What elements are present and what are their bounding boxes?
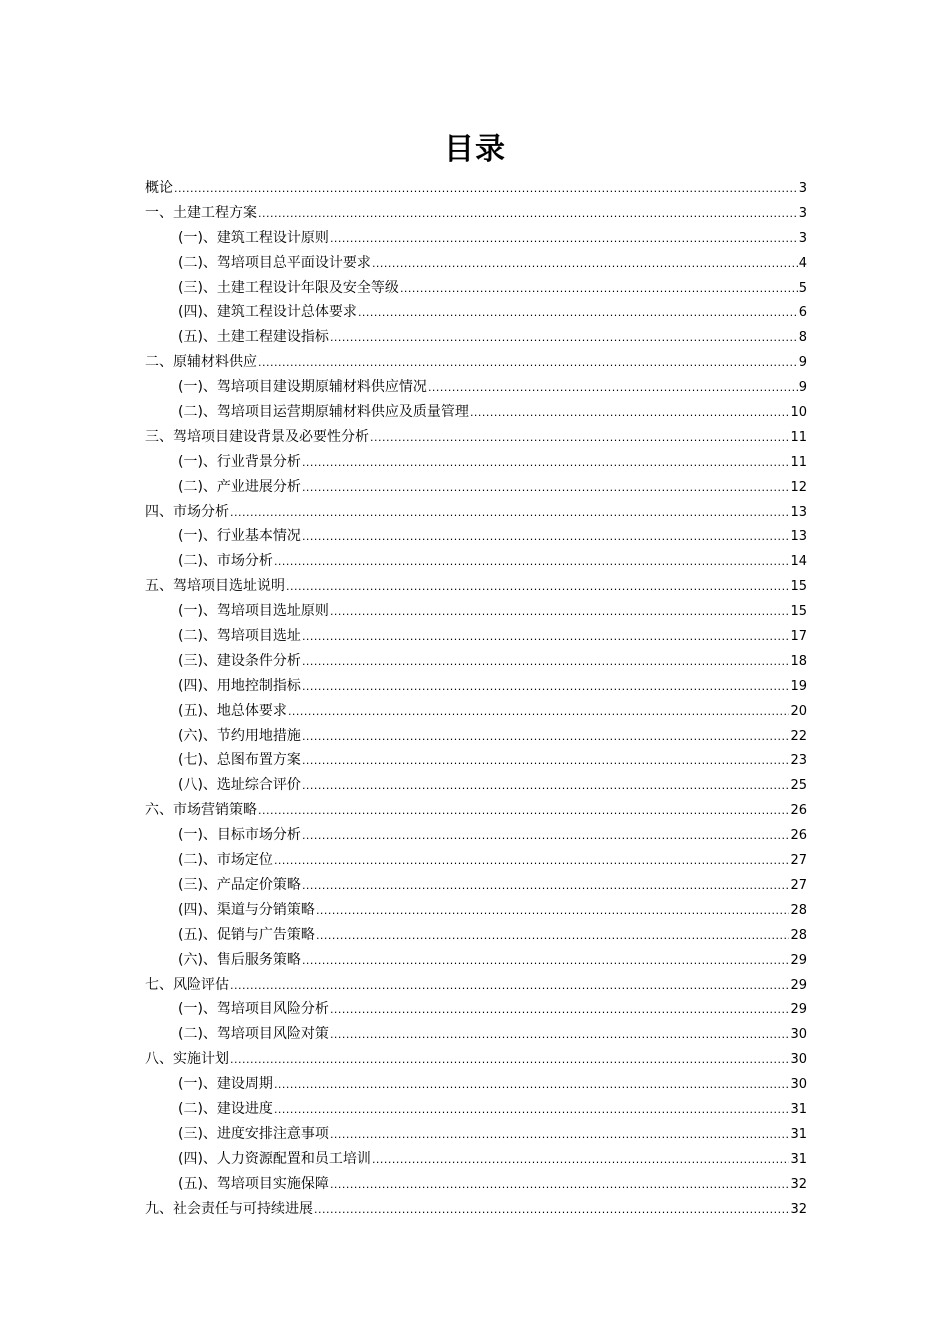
toc-entry[interactable]: [145, 798, 807, 823]
toc-dot-leader: [372, 252, 798, 277]
toc-entry-label: (六)、售后服务策略: [178, 951, 301, 968]
toc-entry[interactable]: [145, 923, 807, 948]
toc-entry-label: (三)、产品定价策略: [178, 876, 301, 893]
toc-entry[interactable]: [145, 300, 807, 325]
toc-dot-leader: [302, 824, 790, 849]
toc-dot-leader: [230, 974, 789, 999]
toc-entry-page-number: 4: [798, 255, 807, 271]
toc-dot-leader: [302, 650, 790, 675]
toc-entry-label: (二)、驾培项目运营期原辅材料供应及质量管理: [178, 404, 469, 421]
toc-entry-page-number: 5: [798, 280, 807, 296]
toc-entry-page-number: 3: [798, 205, 807, 221]
toc-entry-label: (五)、地总体要求: [178, 702, 287, 719]
toc-dot-leader: [274, 550, 790, 575]
toc-entry-label: (一)、驾培项目选址原则: [178, 603, 329, 620]
toc-entry-label: (一)、目标市场分析: [178, 827, 301, 844]
toc-entry-page-number: 14: [790, 554, 807, 570]
toc-entry[interactable]: [145, 1197, 807, 1222]
toc-entry[interactable]: [145, 251, 807, 276]
toc-entry[interactable]: [145, 898, 807, 923]
toc-entry[interactable]: [145, 201, 807, 226]
toc-dot-leader: [316, 924, 790, 949]
toc-entry[interactable]: [145, 500, 807, 525]
toc-entry-label: 概论: [145, 180, 173, 196]
toc-entry-label: (七)、总图布置方案: [178, 752, 301, 769]
toc-dot-leader: [400, 277, 798, 302]
toc-dot-leader: [314, 1198, 789, 1223]
toc-dot-leader: [274, 849, 790, 874]
toc-title: 目录: [444, 132, 506, 167]
toc-entry[interactable]: [145, 997, 807, 1022]
toc-dot-leader: [370, 426, 789, 451]
toc-entry-page-number: 8: [798, 330, 807, 346]
toc-entry-label: (四)、渠道与分销策略: [178, 901, 315, 918]
toc-entry[interactable]: [145, 226, 807, 251]
toc-entry-label: (四)、用地控制指标: [178, 677, 301, 694]
toc-entry-label: (三)、进度安排注意事项: [178, 1125, 329, 1142]
toc-entry-page-number: 32: [790, 1201, 807, 1217]
toc-entry[interactable]: [145, 475, 807, 500]
toc-entry[interactable]: [145, 724, 807, 749]
toc-entry[interactable]: [145, 599, 807, 624]
toc-entry-label: (二)、驾培项目选址: [178, 628, 301, 645]
toc-entry-label: (一)、行业背景分析: [178, 453, 301, 470]
toc-entry-page-number: 9: [798, 355, 807, 371]
toc-entry-label: (二)、建设进度: [178, 1100, 273, 1117]
toc-entry-label: (一)、行业基本情况: [178, 528, 301, 545]
toc-entry-label: (八)、选址综合评价: [178, 777, 301, 794]
toc-entry-page-number: 27: [790, 877, 807, 893]
toc-entry-page-number: 13: [790, 504, 807, 520]
toc-entry-page-number: 23: [790, 753, 807, 769]
toc-entry-page-number: 20: [790, 703, 807, 719]
toc-entry[interactable]: [145, 1097, 807, 1122]
toc-dot-leader: [428, 376, 798, 401]
toc-entry-label: (一)、驾培项目风险分析: [178, 1001, 329, 1018]
toc-entry[interactable]: [145, 649, 807, 674]
toc-entry-label: (三)、建设条件分析: [178, 652, 301, 669]
toc-entry-page-number: 9: [798, 380, 807, 396]
toc-entry-label: 三、驾培项目建设背景及必要性分析: [145, 428, 369, 445]
toc-entry-label: 一、土建工程方案: [145, 204, 257, 221]
toc-entry-page-number: 30: [790, 1052, 807, 1068]
toc-entry-page-number: 13: [790, 529, 807, 545]
toc-entry-page-number: 31: [790, 1101, 807, 1117]
toc-entry-label: (三)、土建工程设计年限及安全等级: [178, 279, 399, 296]
toc-dot-leader: [286, 575, 789, 600]
toc-entry-label: (五)、驾培项目实施保障: [178, 1175, 329, 1192]
toc-entry-page-number: 30: [790, 1077, 807, 1093]
toc-dot-leader: [174, 177, 798, 202]
toc-entry-label: (二)、驾培项目风险对策: [178, 1026, 329, 1043]
toc-entry[interactable]: [145, 674, 807, 699]
toc-entry[interactable]: [145, 848, 807, 873]
toc-dot-leader: [330, 600, 790, 625]
toc-entry-page-number: 26: [790, 828, 807, 844]
toc-entry-page-number: 3: [798, 230, 807, 246]
toc-entry[interactable]: [145, 1047, 807, 1072]
toc-entry[interactable]: [145, 400, 807, 425]
toc-dot-leader: [274, 1098, 790, 1123]
toc-entry-label: 七、风险评估: [145, 976, 229, 993]
toc-entry-page-number: 15: [790, 579, 807, 595]
toc-entry-page-number: 31: [790, 1151, 807, 1167]
toc-dot-leader: [302, 451, 790, 476]
toc-entry[interactable]: [145, 699, 807, 724]
toc-entry[interactable]: [145, 1022, 807, 1047]
toc-entry-page-number: 26: [790, 803, 807, 819]
toc-entry[interactable]: [145, 549, 807, 574]
toc-dot-leader: [302, 525, 790, 550]
toc-entry[interactable]: [145, 375, 807, 400]
toc-entry[interactable]: [145, 574, 807, 599]
toc-dot-leader: [258, 202, 798, 227]
toc-entry[interactable]: [145, 873, 807, 898]
toc-entry-page-number: 30: [790, 1027, 807, 1043]
toc-dot-leader: [288, 700, 790, 725]
toc-entry[interactable]: [145, 948, 807, 973]
toc-entry-label: (一)、建设周期: [178, 1076, 273, 1093]
toc-dot-leader: [330, 1123, 790, 1148]
toc-entry-page-number: 19: [790, 678, 807, 694]
toc-entry-page-number: 15: [790, 604, 807, 620]
toc-dot-leader: [330, 227, 798, 252]
toc-entry-page-number: 12: [790, 479, 807, 495]
toc-entry-label: (四)、人力资源配置和员工培训: [178, 1150, 371, 1167]
toc-entry-label: (二)、驾培项目总平面设计要求: [178, 254, 371, 271]
toc-entry-page-number: 32: [790, 1176, 807, 1192]
toc-entry-page-number: 28: [790, 902, 807, 918]
table-of-contents: [145, 176, 807, 1221]
toc-entry-label: (五)、促销与广告策略: [178, 926, 315, 943]
toc-entry-page-number: 27: [790, 853, 807, 869]
toc-entry[interactable]: [145, 973, 807, 998]
toc-entry-page-number: 10: [790, 405, 807, 421]
toc-dot-leader: [258, 351, 798, 376]
toc-entry[interactable]: [145, 1172, 807, 1197]
toc-dot-leader: [358, 301, 798, 326]
toc-entry-label: (二)、市场定位: [178, 852, 273, 869]
toc-dot-leader: [230, 1048, 789, 1073]
toc-dot-leader: [258, 799, 789, 824]
toc-entry-page-number: 17: [790, 629, 807, 645]
toc-entry-label: 五、驾培项目选址说明: [145, 578, 285, 595]
toc-entry-page-number: 22: [790, 728, 807, 744]
toc-dot-leader: [330, 326, 798, 351]
toc-entry-page-number: 29: [790, 977, 807, 993]
toc-entry-label: (四)、建筑工程设计总体要求: [178, 304, 357, 321]
toc-entry[interactable]: [145, 624, 807, 649]
toc-entry[interactable]: [145, 823, 807, 848]
toc-dot-leader: [230, 501, 789, 526]
toc-dot-leader: [330, 1173, 790, 1198]
toc-entry[interactable]: [145, 176, 807, 201]
toc-entry[interactable]: [145, 1147, 807, 1172]
toc-entry[interactable]: [145, 773, 807, 798]
toc-entry-page-number: 3: [798, 181, 807, 196]
toc-entry-label: 六、市场营销策略: [145, 802, 257, 819]
toc-entry-label: (二)、产业进展分析: [178, 478, 301, 495]
toc-dot-leader: [316, 899, 790, 924]
toc-dot-leader: [302, 675, 790, 700]
toc-entry[interactable]: [145, 748, 807, 773]
toc-dot-leader: [302, 874, 790, 899]
toc-entry[interactable]: [145, 425, 807, 450]
toc-dot-leader: [372, 1148, 790, 1173]
toc-entry[interactable]: [145, 1072, 807, 1097]
toc-dot-leader: [274, 1073, 790, 1098]
toc-entry-label: 八、实施计划: [145, 1051, 229, 1068]
toc-entry-page-number: 6: [798, 305, 807, 321]
toc-entry-label: 二、原辅材料供应: [145, 354, 257, 371]
toc-dot-leader: [302, 749, 790, 774]
toc-entry[interactable]: [145, 450, 807, 475]
toc-entry[interactable]: [145, 276, 807, 301]
toc-entry-page-number: 28: [790, 927, 807, 943]
toc-entry[interactable]: [145, 524, 807, 549]
toc-entry-page-number: 18: [790, 653, 807, 669]
toc-entry-page-number: 25: [790, 778, 807, 794]
toc-entry-label: (一)、驾培项目建设期原辅材料供应情况: [178, 379, 427, 396]
toc-dot-leader: [302, 625, 790, 650]
toc-entry[interactable]: [145, 1122, 807, 1147]
toc-dot-leader: [470, 401, 790, 426]
toc-entry-label: (六)、节约用地措施: [178, 727, 301, 744]
toc-entry-label: (五)、土建工程建设指标: [178, 329, 329, 346]
toc-entry-page-number: 11: [790, 429, 807, 445]
toc-entry-label: 四、市场分析: [145, 503, 229, 520]
toc-entry-label: (二)、市场分析: [178, 553, 273, 570]
toc-entry-page-number: 31: [790, 1126, 807, 1142]
toc-dot-leader: [302, 476, 790, 501]
toc-dot-leader: [330, 998, 790, 1023]
toc-entry[interactable]: [145, 350, 807, 375]
toc-entry[interactable]: [145, 325, 807, 350]
toc-entry-label: 九、社会责任与可持续进展: [145, 1200, 313, 1217]
toc-dot-leader: [302, 774, 790, 799]
toc-entry-page-number: 11: [790, 454, 807, 470]
toc-entry-label: (一)、建筑工程设计原则: [178, 229, 329, 246]
toc-dot-leader: [302, 949, 790, 974]
toc-dot-leader: [330, 1023, 790, 1048]
toc-dot-leader: [302, 725, 790, 750]
toc-entry-page-number: 29: [790, 952, 807, 968]
toc-entry-page-number: 29: [790, 1002, 807, 1018]
